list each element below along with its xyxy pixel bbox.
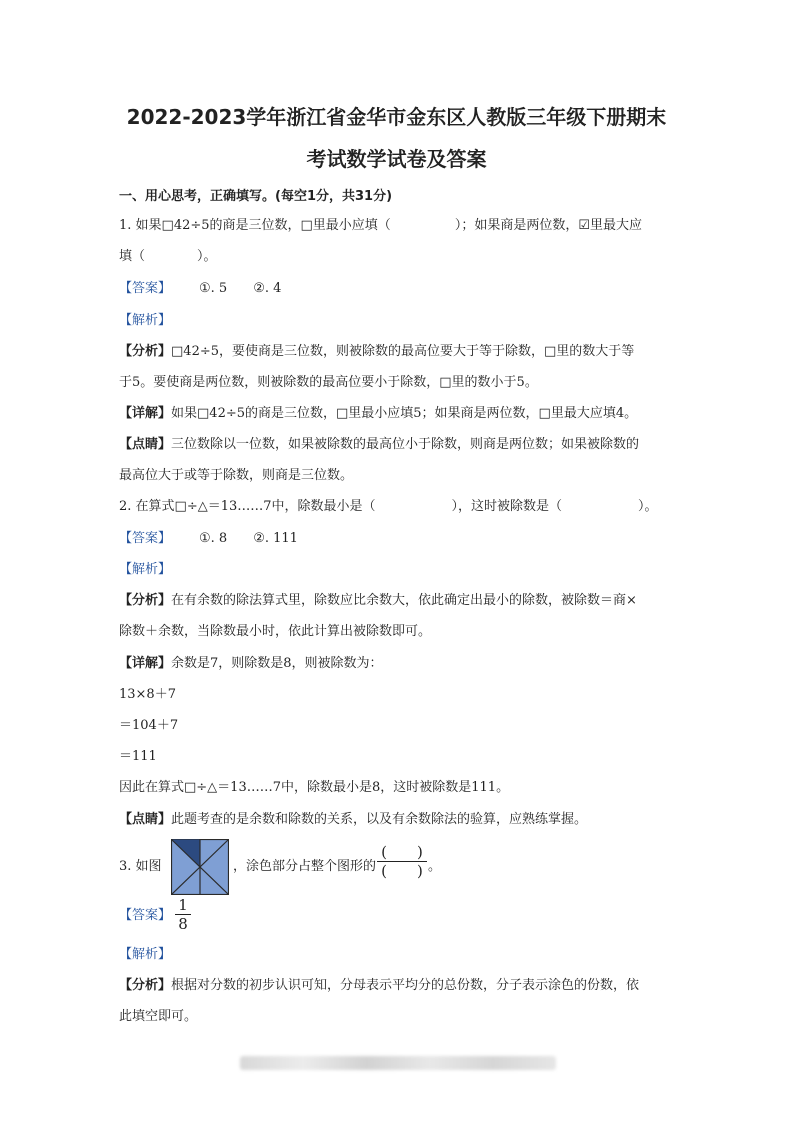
fenxi-text: 根据对分数的初步认识可知，分母表示平均分的总份数，分子表示涂色的份数，依: [171, 978, 640, 993]
q2-fenxi-2: 除数＋余数，当除数最小时，依此计算出被除数即可。: [119, 624, 432, 639]
blank-fraction: [377, 843, 427, 880]
answer-fraction: [175, 896, 191, 933]
q2-calc-2: ＝104＋7: [119, 718, 179, 733]
q1-analysis-tag: 【解析】: [119, 313, 172, 328]
q1-dianjing-2: 最高位大于或等于除数，则商是三位数。: [119, 468, 354, 483]
q2-dianjing: [119, 811, 587, 829]
answer-numerator: 1: [178, 896, 188, 914]
dianjing-tag: 【点睛】: [119, 812, 172, 827]
q2-calc-1: 13×8＋7: [119, 687, 176, 702]
q2-xiangjie: [119, 655, 383, 673]
q2-answer: [119, 530, 298, 548]
q2-analysis-tag: 【解析】: [119, 562, 172, 577]
q3-fenxi-1: [119, 977, 639, 995]
q1-fenxi-1: [119, 343, 634, 361]
answer-value: ①. 8 ②. 111: [199, 531, 298, 546]
answer-tag: 【答案】: [119, 531, 172, 546]
square-figure: [171, 839, 229, 895]
fenxi-text: 在有余数的除法算式里，除数应比余数大，依此确定出最小的除数，被除数＝商×: [171, 593, 637, 608]
q3-suffix: ，涂色部分占整个图形的: [233, 859, 377, 874]
q1-fenxi-2: 于5。要使商是两位数，则被除数的最高位要小于除数，□里的数小于5。: [119, 375, 538, 390]
q3-answer-tag: 【答案】: [119, 908, 172, 923]
blank-denominator: ( ): [381, 862, 423, 880]
q3-analysis-tag: 【解析】: [119, 947, 172, 962]
q3-end: 。: [428, 859, 442, 874]
q1-xiangjie: [119, 405, 637, 423]
q1-line-2: 填（ ）。: [119, 249, 217, 264]
xiangjie-tag: 【详解】: [119, 406, 172, 421]
answer-value: ①. 5 ②. 4: [199, 281, 282, 296]
answer-denominator: 8: [178, 915, 188, 933]
dianjing-tag: 【点睛】: [119, 437, 172, 452]
q2-calc-3: ＝111: [119, 749, 157, 764]
xiangjie-text: 如果□42÷5的商是三位数，□里最小应填5；如果商是两位数，□里最大应填4。: [171, 406, 638, 421]
q1-answer: [119, 280, 281, 298]
dianjing-text: 此题考查的是余数和除数的关系，以及有余数除法的验算，应熟练掌握。: [171, 812, 588, 827]
title-line-1: 2022-2023学年浙江省金华市金东区人教版三年级下册期末: [126, 105, 667, 129]
q1-text-a: 1. 如果□42÷5的商是三位数，□里最小应填（: [119, 218, 391, 233]
xiangjie-tag: 【详解】: [119, 656, 172, 671]
dianjing-text: 三位数除以一位数，如果被除数的最高位小于除数，则商是两位数；如果被除数的: [171, 437, 640, 452]
q1-text-b: ）；如果商是两位数，☑里最大应: [454, 218, 642, 233]
q1-line-1: [119, 217, 642, 235]
q2-conclusion: 因此在算式□÷△＝13……7中，除数最小是8，这时被除数是111。: [119, 780, 510, 795]
fenxi-tag: 【分析】: [119, 344, 172, 359]
q2-text-a: 2. 在算式□÷△＝13……7中，除数最小是（: [119, 499, 376, 514]
q1-dianjing-1: [119, 436, 639, 454]
xiangjie-text: 余数是7，则除数是8，则被除数为：: [171, 656, 383, 671]
blank-numerator: ( ): [381, 843, 423, 861]
q2-text-b: ），这时被除数是（: [451, 499, 563, 514]
q2-fenxi-1: [119, 592, 637, 610]
fenxi-tag: 【分析】: [119, 978, 172, 993]
q3-fenxi-2: 此填空即可。: [119, 1009, 198, 1024]
section-heading: 一、用心思考，正确填写。(每空1分，共31分): [119, 189, 393, 204]
fenxi-text: □42÷5，要使商是三位数，则被除数的最高位要大于等于除数，□里的数大于等: [171, 344, 635, 359]
answer-tag: 【答案】: [119, 281, 172, 296]
blurred-footer-watermark: [240, 1056, 556, 1070]
q2-text-c: ）。: [638, 499, 658, 514]
q3-prefix: 3. 如图: [119, 859, 162, 874]
title-line-2: 考试数学试卷及答案: [306, 147, 487, 171]
fenxi-tag: 【分析】: [119, 593, 172, 608]
q2-line-1: [119, 498, 658, 516]
